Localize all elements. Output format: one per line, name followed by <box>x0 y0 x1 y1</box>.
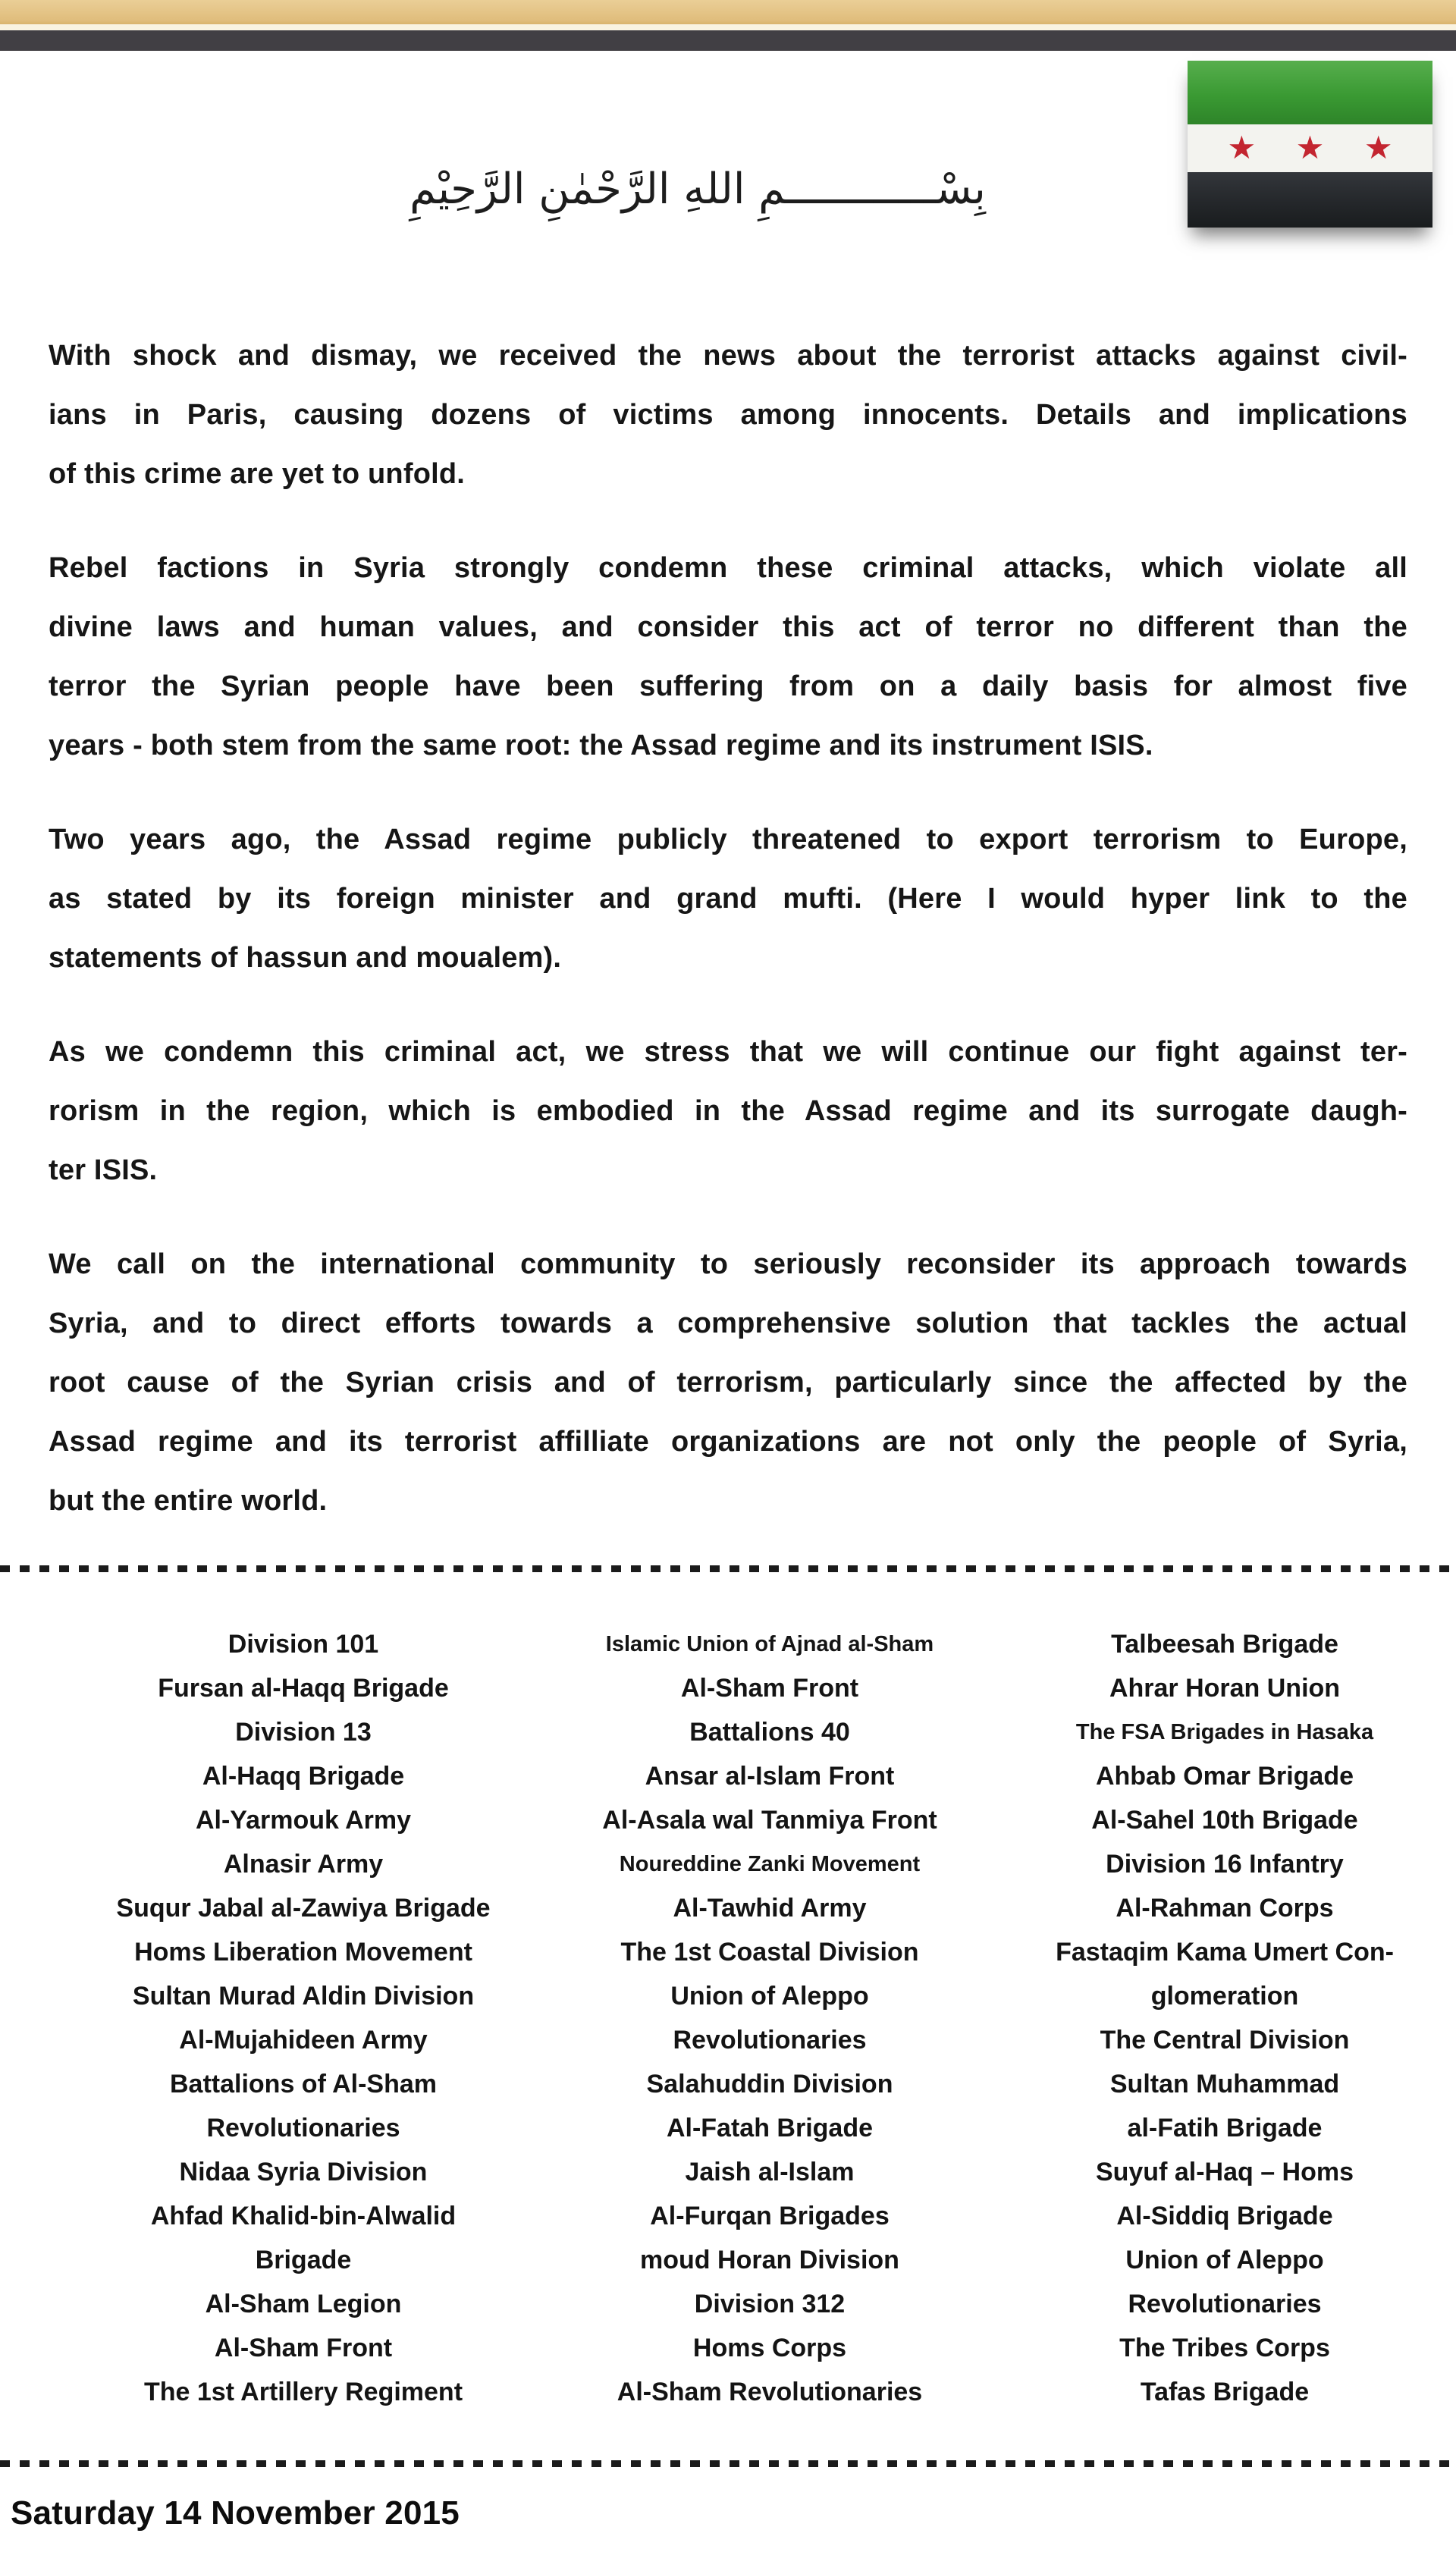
paragraph-line: ter ISIS. <box>49 1154 158 1186</box>
document-header <box>0 51 1456 326</box>
faction-name: Revolutionaries <box>673 2026 867 2055</box>
flag-star-icon: ★ <box>1295 129 1325 167</box>
paragraph-line: ians in Paris, causing dozens of victims among innocents. Details and implications <box>49 399 1407 431</box>
factions-column-2 <box>584 1622 956 2414</box>
paragraph <box>49 810 1407 987</box>
faction-name: Homs Corps <box>692 2334 847 2362</box>
paragraph-line: as stated by its foreign minister and grand mufti. (Here I would hyper link to the <box>49 883 1407 915</box>
paragraph <box>49 1022 1407 1200</box>
paragraph-line: divine laws and human values, and consider this act of terror no different than the <box>49 611 1407 643</box>
faction-name: Al-Sham Revolutionaries <box>617 2378 923 2406</box>
faction-name: Salahuddin Division <box>646 2070 893 2099</box>
factions-list <box>0 1622 1456 2414</box>
date-line: Saturday 14 November 2015 <box>11 2494 460 2532</box>
paragraph-line: As we condemn this criminal act, we stress that we will continue our fight against ter- <box>49 1036 1407 1068</box>
faction-name: Al-Yarmouk Army <box>195 1806 412 1835</box>
faction-name: Battalions 40 <box>689 1718 850 1747</box>
faction-name: Tafas Brigade <box>1140 2378 1310 2406</box>
faction-name: Al-Rahman Corps <box>1116 1894 1334 1923</box>
faction-name: Islamic Union of Ajnad al-Sham <box>605 1632 934 1656</box>
faction-name: Al-Sahel 10th Brigade <box>1091 1806 1358 1835</box>
statement-body <box>0 326 1456 1530</box>
faction-name: Al-Haqq Brigade <box>202 1762 405 1791</box>
faction-name: Talbeesah Brigade <box>1111 1630 1338 1659</box>
faction-name: Ahfad Khalid-bin-Alwalid <box>150 2202 457 2230</box>
faction-name: Suyuf al-Haq – Homs <box>1095 2158 1354 2186</box>
faction-name: Sultan Murad Aldin Division <box>132 1982 475 2011</box>
faction-name: Al-Tawhid Army <box>673 1894 867 1923</box>
paragraph-line: Syria, and to direct efforts towards a comprehensive solution that tackles the actual <box>49 1307 1407 1339</box>
faction-name: moud Horan Division <box>640 2246 899 2274</box>
top-gold-bar <box>0 0 1456 24</box>
top-dark-bar <box>0 30 1456 51</box>
paragraph <box>49 538 1407 775</box>
faction-name: Revolutionaries <box>206 2114 400 2142</box>
paragraph-line: but the entire world. <box>49 1485 328 1517</box>
faction-name: Sultan Muhammad <box>1109 2070 1340 2099</box>
flag-green-stripe <box>1188 61 1432 124</box>
faction-name: Nidaa Syria Division <box>179 2158 428 2186</box>
faction-name: Fastaqim Kama Umert Con- <box>1056 1938 1394 1967</box>
faction-name: Suqur Jabal al-Zawiya Brigade <box>116 1894 491 1923</box>
faction-name: Alnasir Army <box>223 1850 384 1879</box>
faction-name: Brigade <box>255 2246 352 2274</box>
faction-name: The Tribes Corps <box>1119 2334 1330 2362</box>
faction-name: Union of Aleppo <box>1125 2246 1324 2274</box>
paragraph <box>49 326 1407 504</box>
faction-name: Division 312 <box>694 2290 846 2318</box>
flag-star-icon: ★ <box>1363 129 1393 167</box>
paragraph-line: years - both stem from the same root: the Assad regime and its instrument ISIS. <box>49 730 1153 761</box>
faction-name: Al-Sham Front <box>680 1674 859 1703</box>
faction-name: The FSA Brigades in Hasaka <box>1075 1720 1374 1744</box>
paragraph-line: With shock and dismay, we received the news about the terrorist attacks against civil- <box>49 340 1407 372</box>
faction-name: The Central Division <box>1100 2026 1350 2055</box>
faction-name: Revolutionaries <box>1128 2290 1322 2318</box>
paragraph-line: We call on the international community to seriously reconsider its approach towards <box>49 1248 1407 1280</box>
faction-name: Union of Aleppo <box>670 1982 869 2011</box>
paragraph-line: of this crime are yet to unfold. <box>49 458 466 490</box>
faction-name: Al-Mujahideen Army <box>179 2026 428 2055</box>
faction-name: Ansar al-Islam Front <box>645 1762 895 1791</box>
flag-black-stripe <box>1188 172 1432 228</box>
faction-name: Battalions of Al-Sham <box>170 2070 437 2099</box>
faction-name: Fursan al-Haqq Brigade <box>158 1674 449 1703</box>
paragraph-line: terror the Syrian people have been suffering from on a daily basis for almost five <box>49 670 1407 702</box>
faction-name: Jaish al-Islam <box>685 2158 855 2186</box>
faction-name: al-Fatih Brigade <box>1127 2114 1323 2142</box>
faction-name: Al-Asala wal Tanmiya Front <box>602 1806 937 1835</box>
paragraph-line: Two years ago, the Assad regime publicly threatened to export terrorism to Europe, <box>49 824 1407 855</box>
dashed-separator-top <box>0 1565 1456 1572</box>
factions-column-1 <box>114 1622 493 2414</box>
faction-name: Division 13 <box>235 1718 372 1747</box>
faction-name: Al-Fatah Brigade <box>666 2114 874 2142</box>
faction-name: Al-Sham Front <box>214 2334 393 2362</box>
faction-name: The 1st Artillery Regiment <box>143 2378 463 2406</box>
bismillah-calligraphy: بِسْــــــــــــمِ اللهِ الرَّحْمٰنِ الرَّحِيْمِ <box>410 165 986 214</box>
flag-white-stripe <box>1188 124 1432 173</box>
flag-star-icon: ★ <box>1227 129 1257 167</box>
paragraph-line: Rebel factions in Syria strongly condemn these criminal attacks, which violate all <box>49 552 1407 584</box>
faction-name: Noureddine Zanki Movement <box>619 1852 921 1876</box>
paragraph-line: rorism in the region, which is embodied in the Assad regime and its surrogate daugh- <box>49 1095 1407 1127</box>
top-cream-strip <box>0 24 1456 30</box>
faction-name: Division 16 Infantry <box>1106 1850 1344 1879</box>
faction-name: Homs Liberation Movement <box>134 1938 472 1967</box>
syrian-independence-flag-image <box>1188 61 1432 228</box>
dashed-separator-bottom <box>0 2460 1456 2467</box>
faction-name: Al-Siddiq Brigade <box>1116 2202 1333 2230</box>
paragraph-line: root cause of the Syrian crisis and of terrorism, particularly since the affected by the <box>49 1367 1407 1399</box>
faction-name: Al-Furqan Brigades <box>650 2202 890 2230</box>
faction-name: glomeration <box>1150 1982 1299 2011</box>
faction-name: Ahrar Horan Union <box>1109 1674 1341 1703</box>
paragraph-line: statements of hassun and moualem). <box>49 942 562 974</box>
factions-column-3 <box>1046 1622 1403 2414</box>
faction-name: Division 101 <box>228 1630 379 1659</box>
faction-name: Al-Sham Legion <box>205 2290 402 2318</box>
paragraph-line: Assad regime and its terrorist affilliate organizations are not only the people of Syria, <box>49 1426 1407 1458</box>
faction-name: The 1st Coastal Division <box>620 1938 919 1967</box>
faction-name: Ahbab Omar Brigade <box>1095 1762 1354 1791</box>
paragraph <box>49 1235 1407 1530</box>
